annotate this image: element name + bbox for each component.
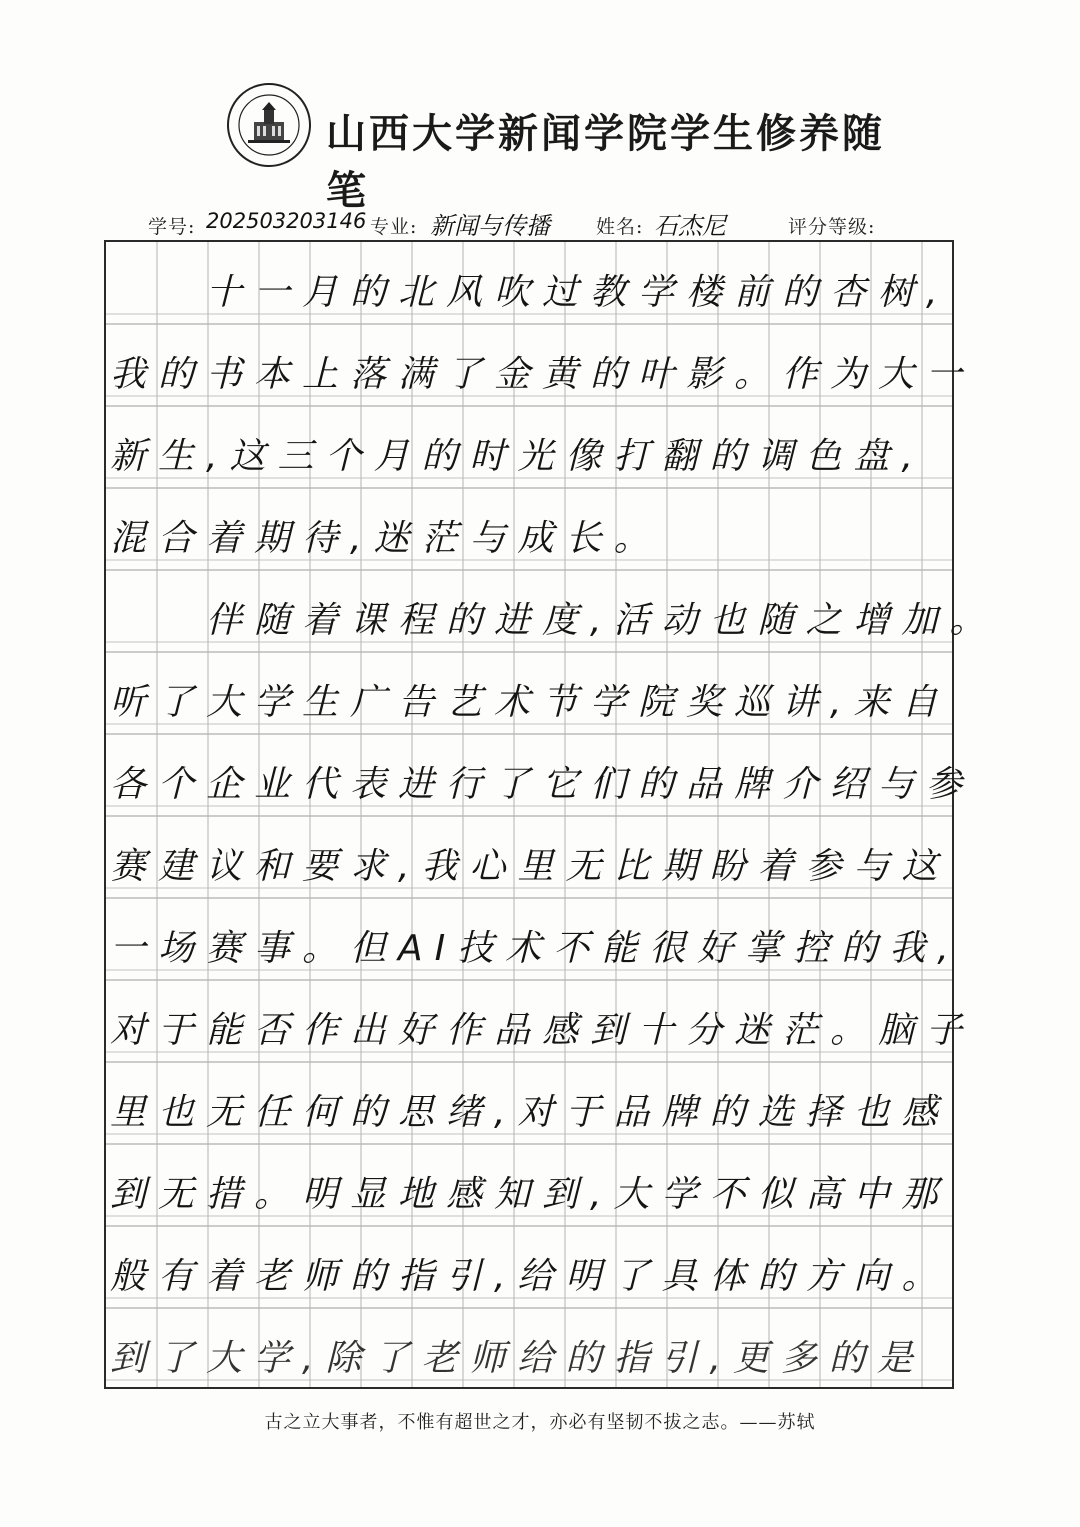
footer-quote: 古之立大事者，不惟有超世之才，亦必有坚韧不拔之志。——苏轼 bbox=[264, 1412, 816, 1433]
essay-line-11: 里也无任何的思绪,对于品牌的选择也感 bbox=[110, 1092, 950, 1133]
essay-line-5: 伴随着课程的进度,活动也随之增加。 bbox=[110, 600, 998, 641]
essay-line-9: 一场赛事。但AI技术不能很好掌控的我, bbox=[110, 928, 961, 969]
essay-line-6: 听了大学生广告艺术节学院奖巡讲,来自 bbox=[110, 682, 950, 723]
major-value: 新闻与传播 bbox=[430, 212, 550, 240]
essay-line-12: 到无措。明显地感知到,大学不似高中那 bbox=[110, 1174, 950, 1215]
writing-grid bbox=[104, 240, 998, 1389]
student-info-row bbox=[148, 206, 938, 240]
page-header bbox=[226, 80, 886, 214]
name-value: 石杰尼 bbox=[654, 212, 726, 240]
essay-line-13: 般有着老师的指引,给明了具体的方向。 bbox=[110, 1256, 950, 1297]
name-label: 姓名: bbox=[596, 216, 644, 238]
major-label: 专业: bbox=[370, 216, 418, 238]
essay-line-4: 混合着期待,迷茫与成长。 bbox=[110, 518, 662, 559]
grade-label: 评分等级: bbox=[788, 216, 876, 238]
student-id-label: 学号: bbox=[148, 216, 196, 238]
essay-line-14: 到了大学,除了老师给的指引,更多的是 bbox=[110, 1338, 925, 1379]
university-seal-icon bbox=[226, 82, 312, 168]
page-title: 山西大学新闻学院学生修养随笔 bbox=[326, 110, 885, 214]
student-id-value: 202503203146 bbox=[206, 209, 367, 233]
essay-line-10: 对于能否作出好作品感到十分迷茫。脑子 bbox=[110, 1010, 975, 1051]
essay-line-7: 各个企业代表进行了它们的品牌介绍与参 bbox=[110, 764, 975, 805]
essay-line-1: 十一月的北风吹过教学楼前的杏树, bbox=[110, 272, 950, 313]
essay-line-2: 我的书本上落满了金黄的叶影。作为大一 bbox=[110, 354, 975, 395]
essay-line-8: 赛建议和要求,我心里无比期盼着参与这 bbox=[110, 846, 950, 887]
essay-line-3: 新生,这三个月的时光像打翻的调色盘, bbox=[110, 436, 925, 477]
